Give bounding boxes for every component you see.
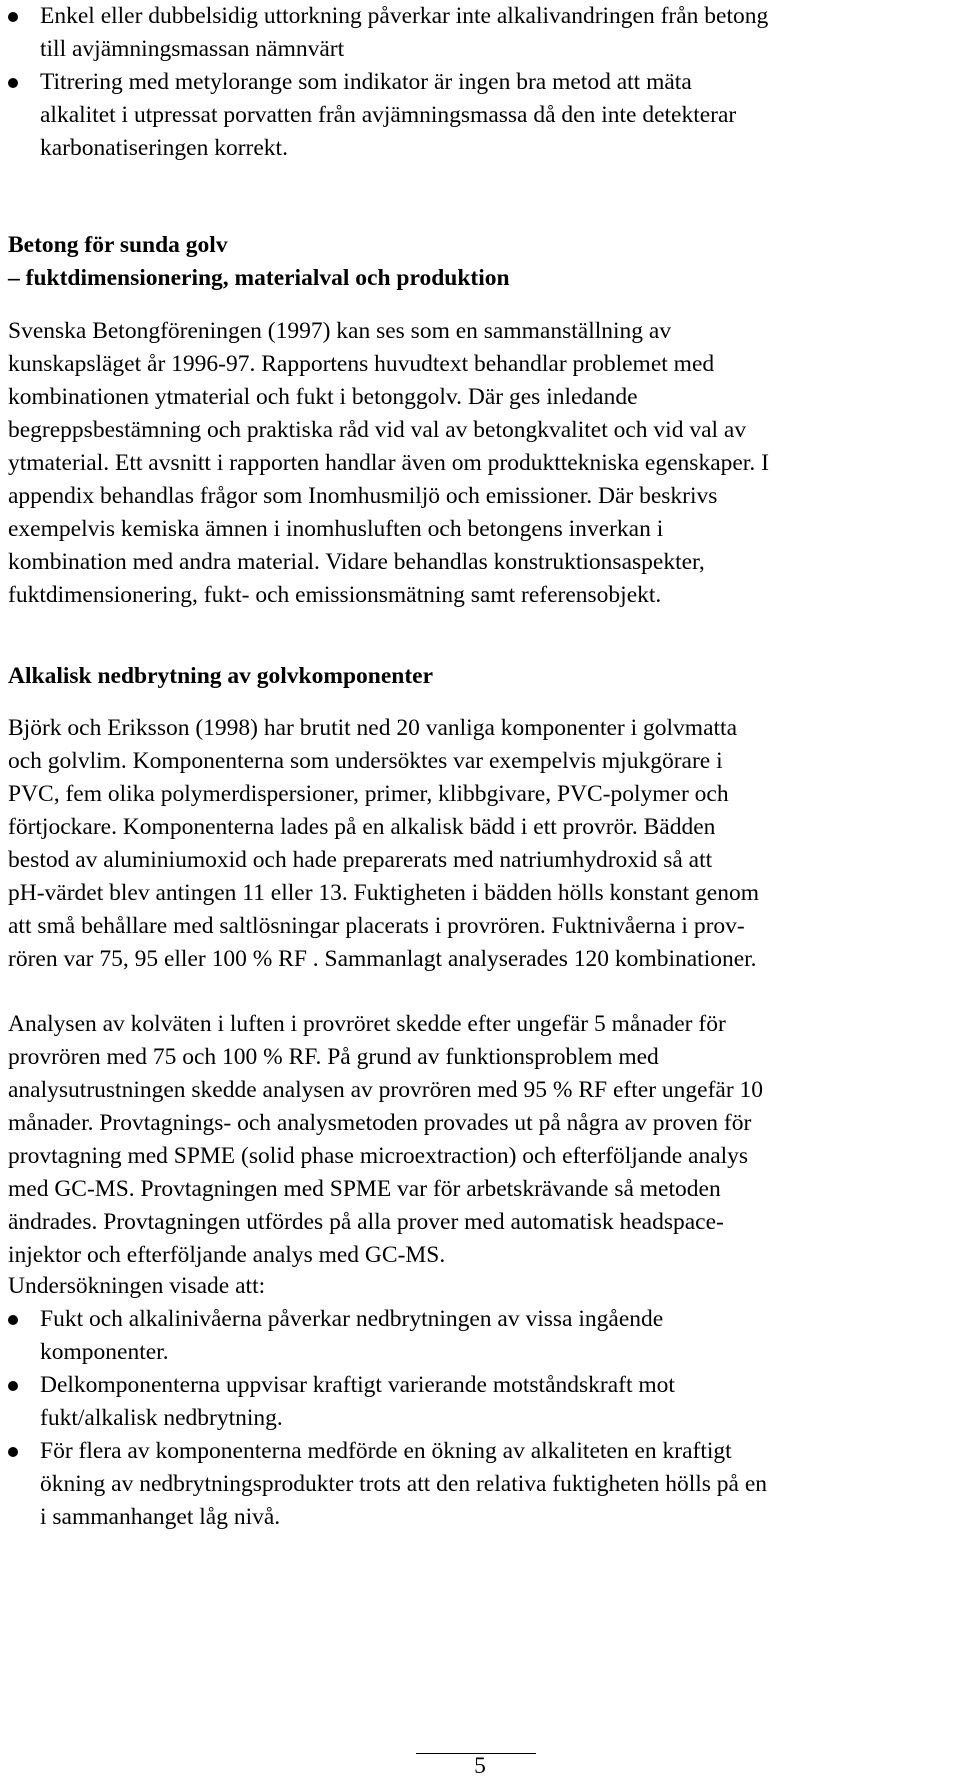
- text-line: ytmaterial. Ett avsnitt i rapporten handlar även om produkttekniska egenskaper. I: [8, 450, 769, 476]
- text-line: kunskapsläget år 1996-97. Rapportens huvudtext behandlar problemet med: [8, 351, 715, 377]
- heading-line: Betong för sunda golv: [8, 232, 228, 258]
- text-line: fukt/alkalisk nedbrytning.: [40, 1405, 283, 1431]
- list-item: [0, 1369, 945, 1435]
- text-line: att små behållare med saltlösningar placerats i provrören. Fuktnivåerna i prov-: [8, 913, 745, 939]
- findings-intro: [8, 1270, 943, 1303]
- text-line: ändrades. Provtagningen utfördes på alla prover med automatisk headspace-: [8, 1209, 724, 1235]
- section-heading-alkalisk: [8, 660, 943, 693]
- section-heading-betong: [8, 229, 943, 295]
- text-line: Björk och Eriksson (1998) har brutit ned 20 vanliga komponenter i golvmatta: [8, 715, 738, 741]
- text-line: begreppsbestämning och praktiska råd vid val av betongkvalitet och vid val av: [8, 417, 747, 443]
- section1-paragraph: [8, 315, 943, 612]
- text-line: analysutrustningen skedde analysen av provrören med 95 % RF efter ungefär 10: [8, 1077, 764, 1103]
- list-item: [0, 1303, 945, 1369]
- text-line: Svenska Betongföreningen (1997) kan ses som en sammanställning av: [8, 318, 672, 344]
- text-line: i sammanhanget låg nivå.: [40, 1504, 281, 1530]
- text-line: Analysen av kolväten i luften i provröret skedde efter ungefär 5 månader för: [8, 1011, 726, 1037]
- text-line: fuktdimensionering, fukt- och emissionsmätning samt referensobjekt.: [8, 582, 662, 608]
- text-line: till avjämningsmassan nämnvärt: [40, 36, 345, 62]
- text-line: Undersökningen visade att:: [8, 1273, 266, 1299]
- text-line: förtjockare. Komponenterna lades på en alkalisk bädd i ett provrör. Bädden: [8, 814, 716, 840]
- intro-bullet-list: [0, 0, 945, 165]
- text-line: pH-värdet blev antingen 11 eller 13. Fuktigheten i bädden hölls konstant genom: [8, 880, 759, 906]
- text-line: ökning av nedbrytningsprodukter trots att den relativa fuktigheten hölls på en: [40, 1471, 768, 1497]
- text-line: bestod av aluminiumoxid och hade preparerats med natriumhydroxid så att: [8, 847, 713, 873]
- text-line: exempelvis kemiska ämnen i inomhusluften och betongens inverkan i: [8, 516, 664, 542]
- text-line: provrören med 75 och 100 % RF. På grund av funktionsproblem med: [8, 1044, 659, 1070]
- section2-paragraph-1: [8, 712, 943, 976]
- text-line: komponenter.: [40, 1339, 169, 1365]
- text-line: Titrering med metylorange som indikator är ingen bra metod att mäta: [40, 69, 692, 95]
- section2-paragraph-2: [8, 1008, 943, 1272]
- text-line: månader. Provtagnings- och analysmetoden provades ut på några av proven för: [8, 1110, 752, 1136]
- text-line: karbonatiseringen korrekt.: [40, 135, 288, 161]
- bullet-icon: [8, 1315, 18, 1325]
- heading-line: Alkalisk nedbrytning av golvkomponenter: [8, 663, 434, 689]
- text-line: PVC, fem olika polymerdispersioner, primer, klibbgivare, PVC-polymer och: [8, 781, 729, 807]
- text-line: injektor och efterföljande analys med GC-MS.: [8, 1242, 446, 1268]
- bullet-icon: [8, 1447, 18, 1457]
- bullet-icon: [8, 12, 18, 22]
- heading-line: – fuktdimensionering, materialval och produktion: [8, 265, 510, 291]
- text-line: kombinationen ytmaterial och fukt i betonggolv. Där ges inledande: [8, 384, 638, 410]
- text-line: med GC-MS. Provtagningen med SPME var för arbetskrävande så metoden: [8, 1176, 721, 1202]
- bullet-icon: [8, 1381, 18, 1391]
- list-item: [0, 0, 945, 66]
- findings-bullet-list: [0, 1303, 945, 1534]
- list-item: [0, 1435, 945, 1534]
- text-line: appendix behandlas frågor som Inomhusmiljö och emissioner. Där beskrivs: [8, 483, 718, 509]
- text-line: och golvlim. Komponenterna som undersöktes var exempelvis mjukgörare i: [8, 748, 723, 774]
- text-line: rören var 75, 95 eller 100 % RF . Sammanlagt analyserades 120 kombinationer.: [8, 946, 757, 972]
- text-line: För flera av komponenterna medförde en ökning av alkaliteten en kraftigt: [40, 1438, 732, 1464]
- text-line: alkalitet i utpressat porvatten från avjämningsmassa då den inte detekterar: [40, 102, 737, 128]
- page-number: 5: [474, 1753, 486, 1779]
- text-line: Fukt och alkalinivåerna påverkar nedbrytningen av vissa ingående: [40, 1306, 664, 1332]
- text-line: kombination med andra material. Vidare behandlas konstruktionsaspekter,: [8, 549, 705, 575]
- text-line: Delkomponenterna uppvisar kraftigt varierande motståndskraft mot: [40, 1372, 675, 1398]
- text-line: provtagning med SPME (solid phase microextraction) och efterföljande analys: [8, 1143, 749, 1169]
- bullet-icon: [8, 78, 18, 88]
- text-line: Enkel eller dubbelsidig uttorkning påverkar inte alkalivandringen från betong: [40, 3, 769, 29]
- list-item: [0, 66, 945, 165]
